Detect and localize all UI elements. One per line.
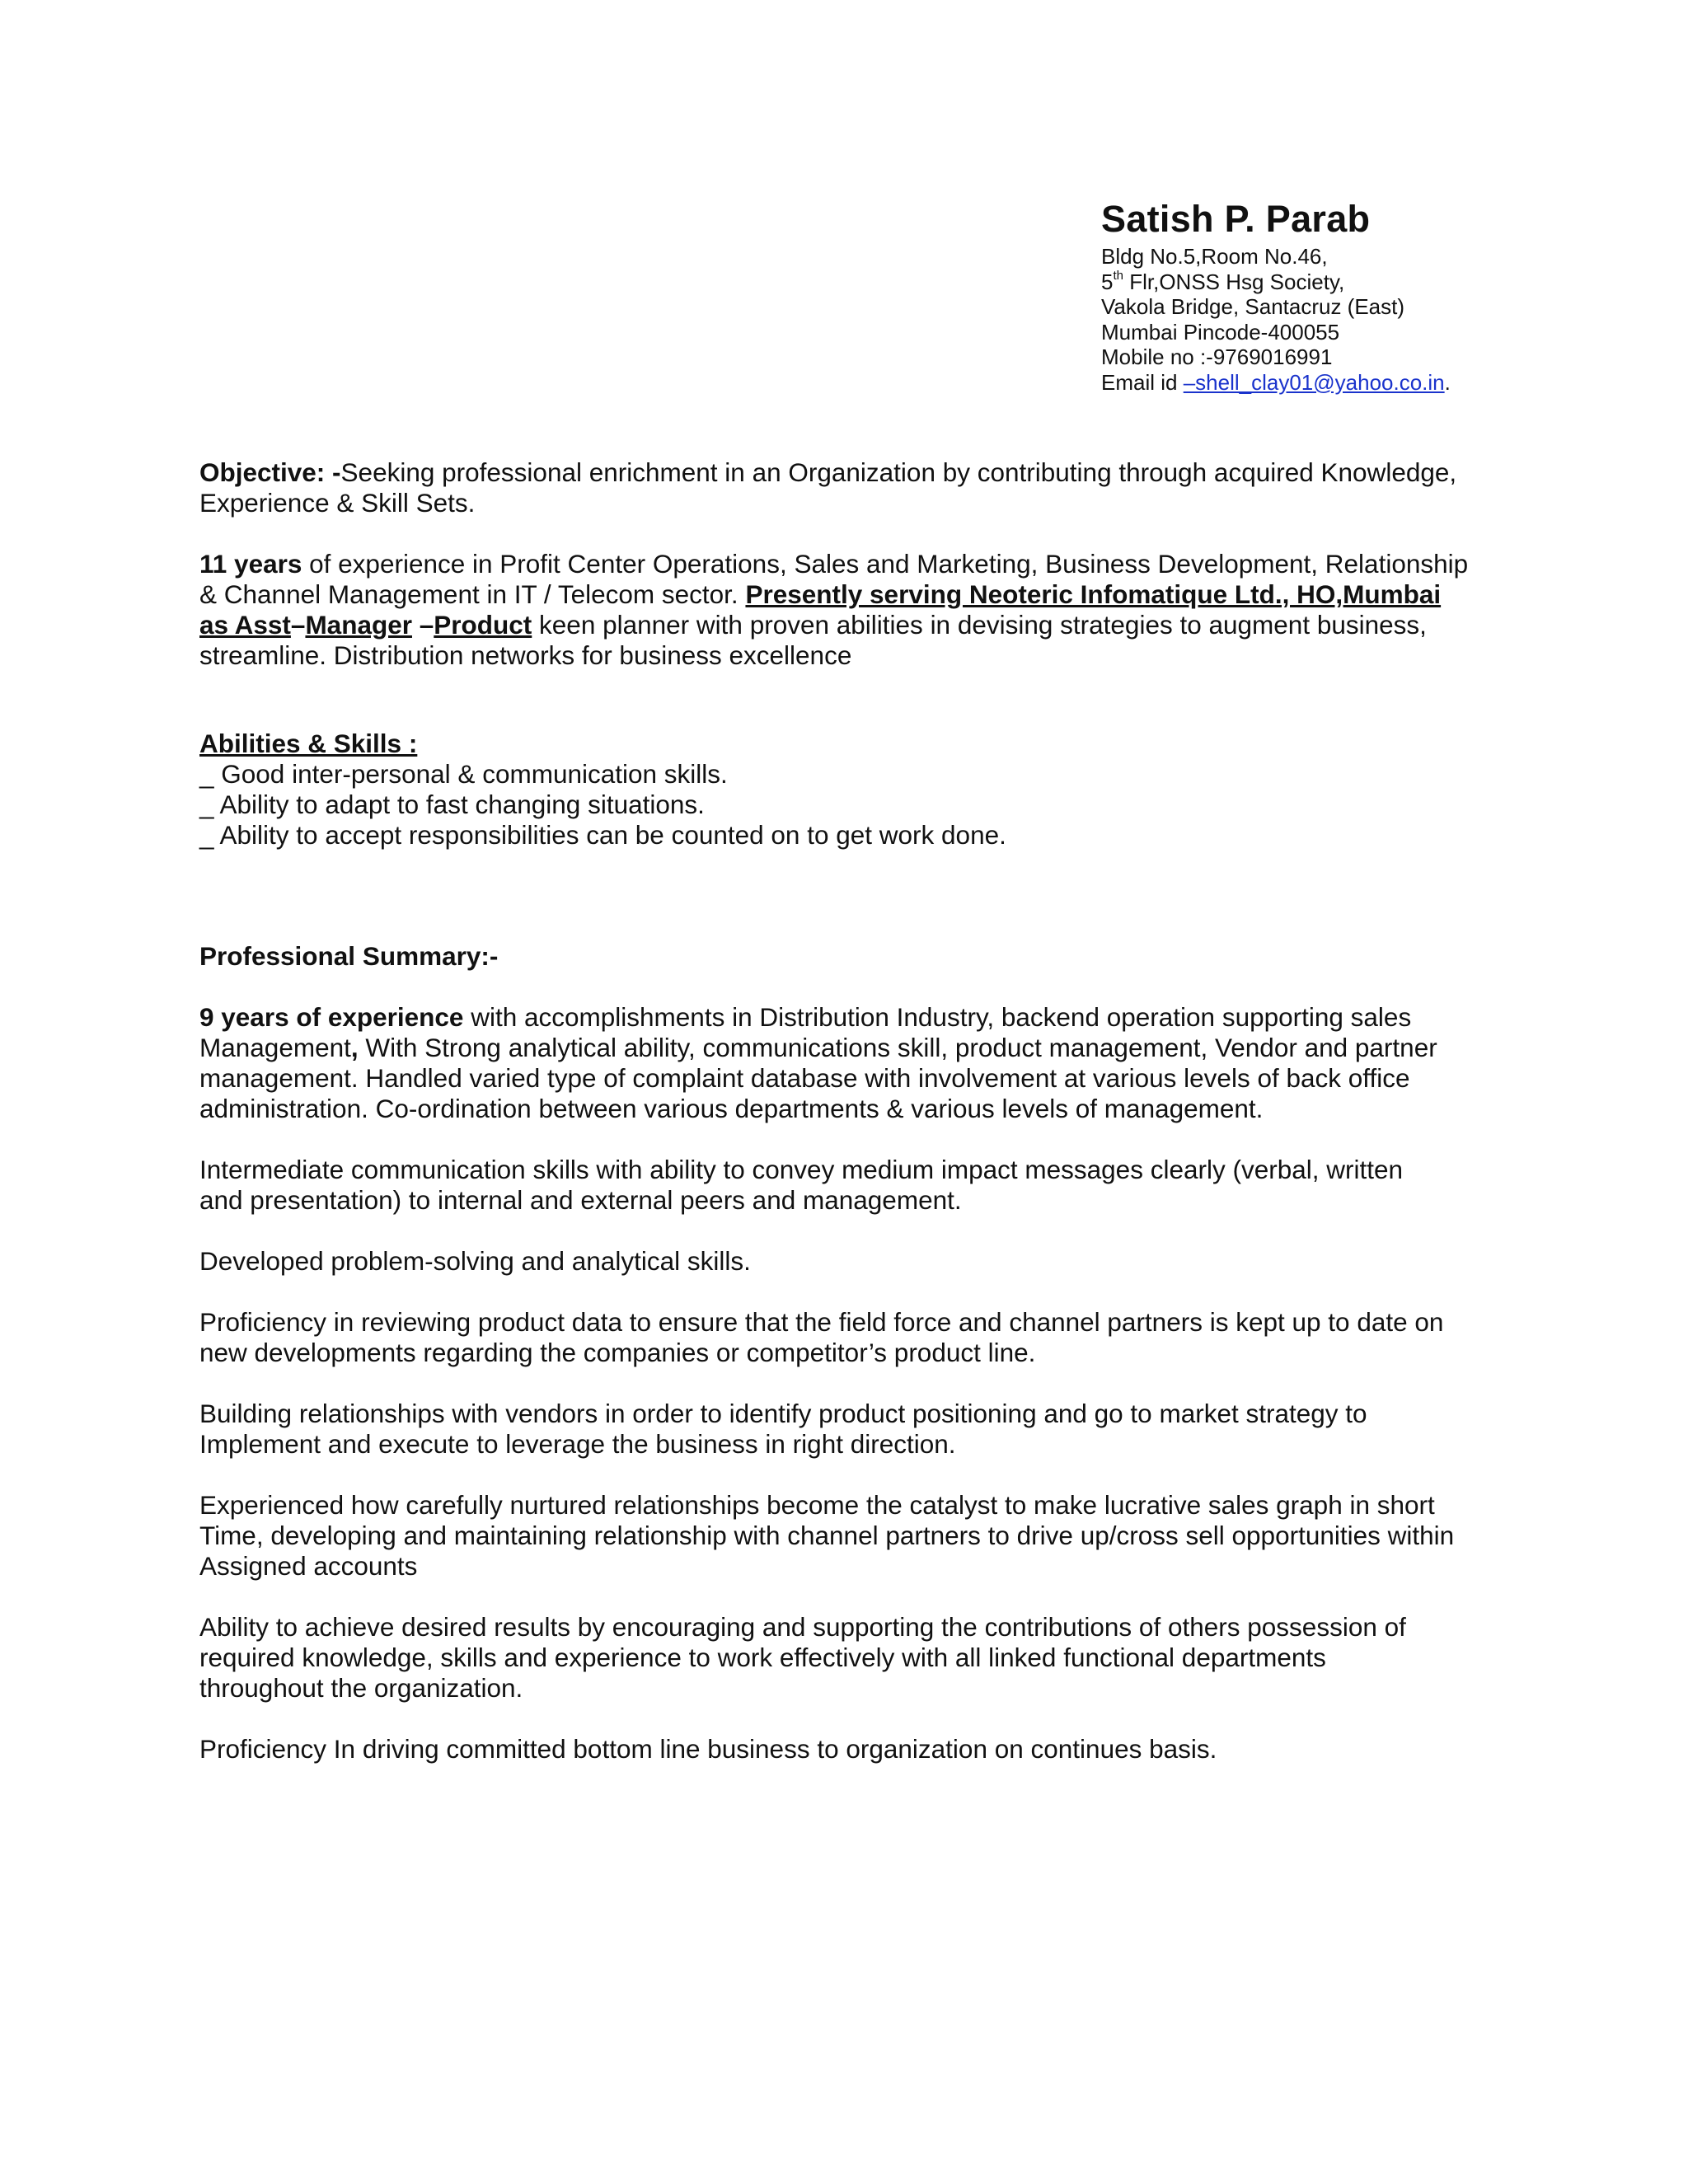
objective-line-1 [199, 457, 1518, 488]
candidate-name: Satish P. Parab [1101, 198, 1371, 240]
summary-p5-line-1: Building relationships with vendors in order to identify product positioning and go to market strategy to [199, 1399, 1367, 1428]
summary-p1-line-3: management. Handled varied type of complaint database with involvement at various levels of back office [199, 1063, 1410, 1093]
summary-paragraph-2 [199, 1155, 1518, 1216]
abilities-heading: Abilities & Skills : [199, 729, 418, 758]
summary-paragraph-1 [199, 1002, 1518, 1124]
summary-paragraph-5 [199, 1399, 1518, 1460]
summary-p1-text-1: with accomplishments in Distribution Industry, backend operation supporting sales [463, 1002, 1412, 1032]
ability-item: _ Ability to accept responsibilities can be counted on to get work done. [199, 820, 1006, 850]
role-asst: as Asst [199, 610, 291, 640]
summary-p6-line-2: Time, developing and maintaining relationship with channel partners to drive up/cross sell opportunities within [199, 1521, 1455, 1550]
email-end: . [1444, 369, 1451, 395]
ability-item: _ Good inter-personal & communication skills. [199, 759, 728, 789]
experience-text-2: & Channel Management in IT / Telecom sector. [199, 579, 746, 609]
summary-p2-line-1: Intermediate communication skills with ability to convey medium impact messages clearly (verbal, written [199, 1155, 1404, 1184]
summary-p7-line-1: Ability to achieve desired results by encouraging and supporting the contributions of others possession of [199, 1612, 1406, 1642]
address-line-2 [1101, 269, 1563, 295]
email-label: Email id [1101, 369, 1184, 395]
summary-paragraph-6 [199, 1490, 1518, 1582]
summary-p1-line-1 [199, 1002, 1518, 1033]
objective-text: Seeking professional enrichment in an Organization by contributing through acquired Knowledge, [340, 457, 1457, 487]
address-line-4: Mumbai Pincode-400055 [1101, 319, 1340, 344]
experience-line-4: streamline. Distribution networks for business excellence [199, 640, 852, 670]
summary-p1-text-2b: With Strong analytical ability, communications skill, product management, Vendor and partner [358, 1033, 1437, 1062]
experience-line-2 [199, 579, 1518, 610]
abilities-section [199, 729, 1518, 851]
summary-years: 9 years of experience [199, 1002, 464, 1032]
summary-p1-text-2a: Management [199, 1033, 351, 1062]
summary-p1-line-2 [199, 1033, 1518, 1063]
role-dash-2: – [411, 610, 434, 640]
experience-text-1: of experience in Profit Center Operations, Sales and Marketing, Business Development, Relationship [302, 549, 1469, 579]
summary-paragraph-4 [199, 1307, 1518, 1368]
experience-line-3 [199, 610, 1518, 640]
experience-years: 11 years [199, 549, 302, 579]
experience-section [199, 549, 1518, 671]
address-line-2-text: Flr,ONSS Hsg Society, [1123, 269, 1345, 294]
summary-paragraph-8 [199, 1734, 1518, 1765]
contact-header [1101, 196, 1563, 395]
summary-heading [199, 941, 1518, 972]
summary-p5-line-2: Implement and execute to leverage the business in right direction. [199, 1429, 956, 1459]
summary-p7-line-3: throughout the organization. [199, 1673, 523, 1703]
floor-suffix: th [1113, 268, 1123, 283]
address-line-1: Bldg No.5,Room No.46, [1101, 244, 1328, 269]
email-link[interactable]: –shell_clay01@yahoo.co.in [1183, 369, 1445, 395]
objective-label: Objective: - [199, 457, 341, 487]
floor-number: 5 [1101, 269, 1114, 294]
summary-p4-line-1: Proficiency in reviewing product data to ensure that the field force and channel partners is kept up to date on [199, 1307, 1444, 1337]
summary-p7-line-2: required knowledge, skills and experience to work effectively with all linked functional departments [199, 1643, 1326, 1672]
summary-p8-line-1: Proficiency In driving committed bottom line business to organization on continues basis. [199, 1734, 1217, 1764]
address-line-3: Vakola Bridge, Santacruz (East) [1101, 294, 1405, 319]
role-product: Product [434, 610, 532, 640]
objective-section [199, 457, 1518, 518]
role-manager: Manager [305, 610, 412, 640]
objective-line-2: Experience & Skill Sets. [199, 488, 476, 518]
summary-p6-line-3: Assigned accounts [199, 1551, 418, 1581]
summary-p1-line-4: administration. Co-ordination between various departments & various levels of management. [199, 1094, 1264, 1123]
summary-p3-line-1: Developed problem-solving and analytical skills. [199, 1246, 751, 1276]
resume-body [199, 457, 1518, 1765]
role-dash-1: – [290, 610, 306, 640]
summary-title: Professional Summary:- [199, 941, 499, 971]
summary-p1-comma: , [350, 1033, 359, 1062]
mobile-number: Mobile no :-9769016991 [1101, 344, 1333, 369]
ability-item: _ Ability to adapt to fast changing situations. [199, 790, 705, 819]
email-line [1101, 370, 1563, 396]
experience-line-1 [199, 549, 1518, 579]
summary-p6-line-1: Experienced how carefully nurtured relationships become the catalyst to make lucrative sales graph in short [199, 1490, 1435, 1520]
summary-p4-line-2: new developments regarding the companies or competitor’s product line. [199, 1338, 1036, 1367]
summary-p2-line-2: and presentation) to internal and external peers and management. [199, 1185, 962, 1215]
summary-paragraph-3 [199, 1246, 1518, 1277]
summary-paragraph-7 [199, 1612, 1518, 1704]
current-employer: Presently serving Neoteric Infomatique Ltd., HO,Mumbai [745, 579, 1442, 609]
experience-text-3: keen planner with proven abilities in devising strategies to augment business, [532, 610, 1427, 640]
